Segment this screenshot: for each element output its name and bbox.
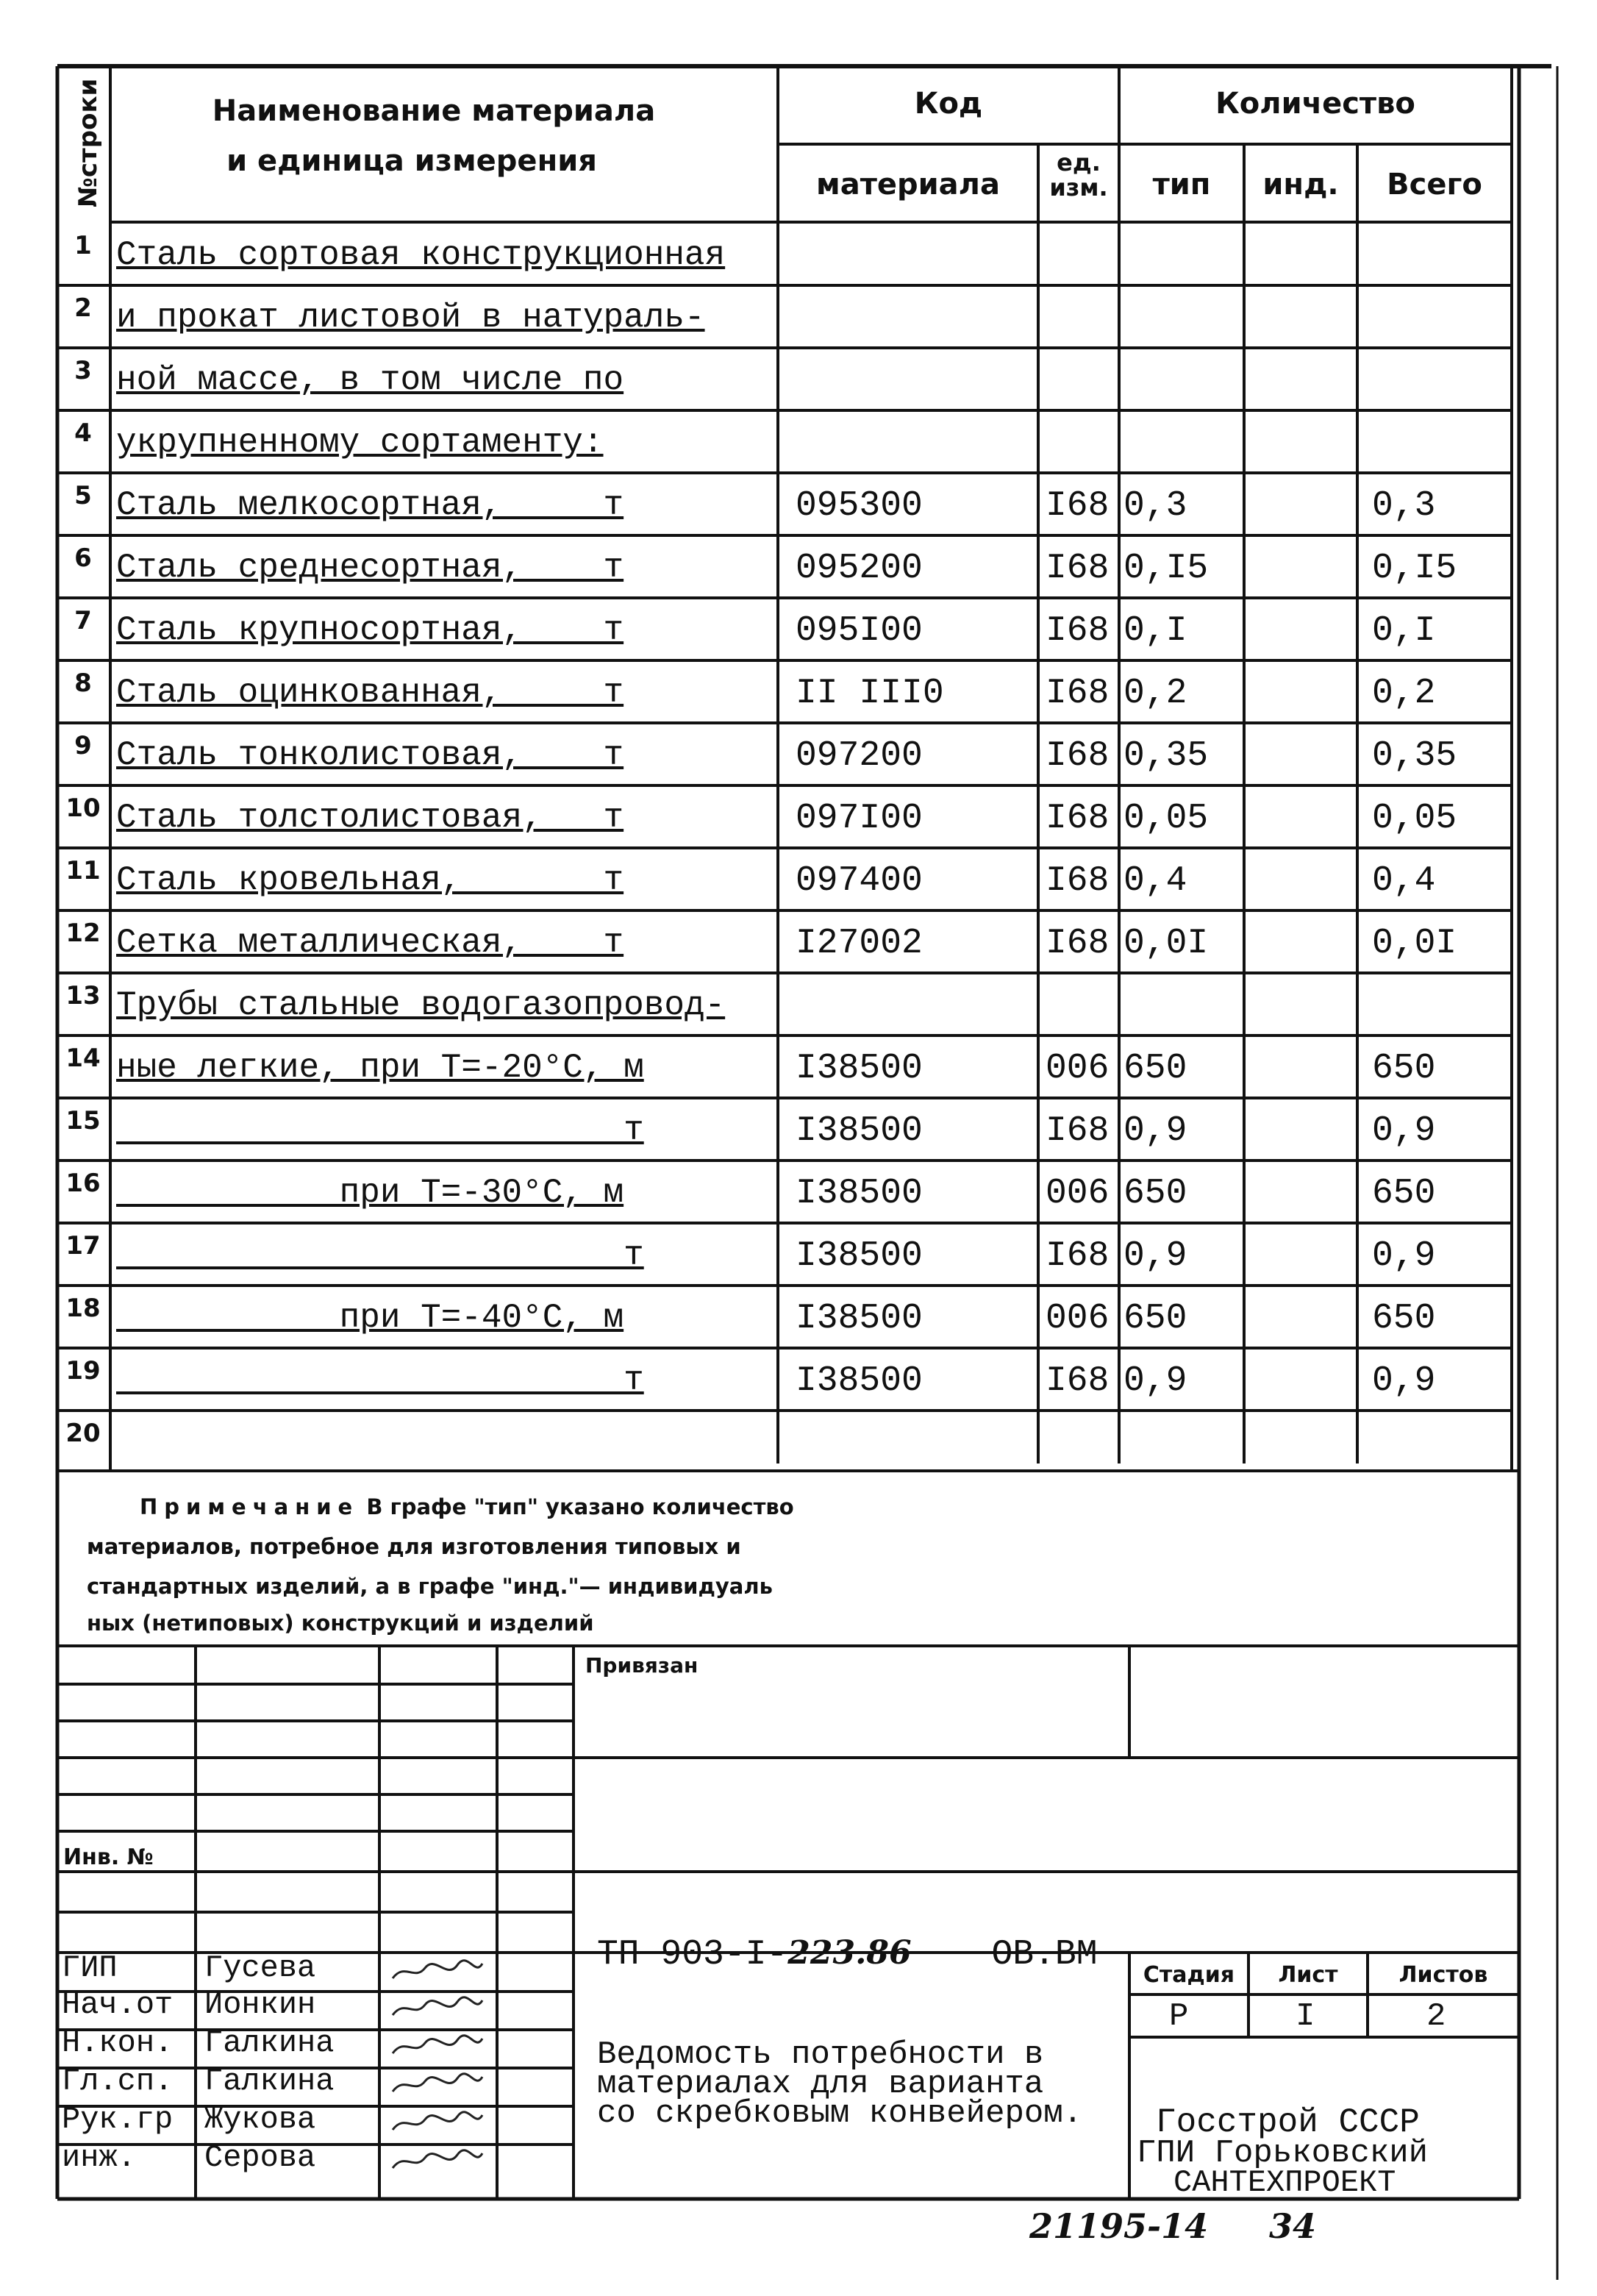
material-name: Сталь оцинкованная, т [116, 674, 624, 712]
row-number: 1 [74, 231, 92, 260]
material-name: Сталь кровельная, т [116, 861, 624, 899]
doc-code-handwritten: 223.86 [787, 1934, 912, 1972]
header-qty-total: Всего [1387, 168, 1482, 202]
material-name: Сталь крупносортная, т [116, 611, 624, 649]
qty-type: 650 [1123, 1049, 1187, 1088]
header-code: Код [914, 87, 983, 121]
signer-name: Галкина [204, 2025, 335, 2061]
material-code: 095I00 [796, 611, 923, 651]
signature [390, 1996, 485, 2021]
inventory-label: Инв. № [63, 1844, 154, 1870]
signer-role: Нач.от [62, 1987, 174, 2022]
org-line3: САНТЕХПРОЕКТ [1173, 2165, 1396, 2200]
unit-code: 006 [1046, 1174, 1110, 1213]
header-name-line2: и единица измерения [226, 144, 597, 178]
qty-total: 0,35 [1372, 736, 1457, 776]
signer-name: Гусева [204, 1950, 316, 1986]
qty-type: 0,35 [1123, 736, 1209, 776]
row-number: 15 [65, 1106, 101, 1135]
signer-name: Серова [204, 2140, 316, 2175]
signer-role: Гл.сп. [62, 2064, 174, 2099]
signer-role: Н.кон. [62, 2025, 174, 2061]
qty-total: 0,2 [1372, 674, 1436, 713]
unit-code: 006 [1046, 1049, 1110, 1088]
material-code: I38500 [796, 1299, 923, 1338]
material-code: 097400 [796, 861, 923, 901]
qty-total: 0,0I [1372, 924, 1457, 963]
org-line1: Госстрой СССР [1156, 2103, 1420, 2142]
signature [390, 2034, 485, 2059]
material-code: I38500 [796, 1111, 923, 1151]
signature [390, 2111, 485, 2136]
qty-total: 0,4 [1372, 861, 1436, 901]
doc-mark: ОВ.ВМ [991, 1935, 1098, 1975]
row-number: 5 [74, 481, 92, 510]
material-code: I38500 [796, 1361, 923, 1401]
material-code: 097200 [796, 736, 923, 776]
qty-total: 0,I [1372, 611, 1436, 651]
header-code-material: материала [816, 168, 1000, 202]
material-code: 095200 [796, 549, 923, 588]
unit-code: 006 [1046, 1299, 1110, 1338]
unit-code: I68 [1046, 549, 1110, 588]
row-number: 20 [65, 1419, 101, 1448]
qty-type: 0,4 [1123, 861, 1187, 901]
header-qty-type: тип [1152, 168, 1211, 202]
material-name: Трубы стальные водогазопровод- [116, 986, 726, 1024]
unit-code: I68 [1046, 924, 1110, 963]
note-label: Примечание [140, 1494, 360, 1519]
qty-total: 0,05 [1372, 799, 1457, 838]
qty-total: 650 [1372, 1299, 1436, 1338]
signer-role: инж. [62, 2140, 136, 2175]
header-row-number: №строки [74, 78, 103, 207]
signer-role: ГИП [62, 1950, 118, 1986]
qty-type: 0,2 [1123, 674, 1187, 713]
row-number: 19 [65, 1356, 101, 1386]
qty-type: 0,05 [1123, 799, 1209, 838]
header-name-line1: Наименование материала [212, 94, 656, 128]
qty-type: 0,9 [1123, 1236, 1187, 1276]
qty-type: 0,I [1123, 611, 1187, 651]
row-number: 17 [65, 1231, 101, 1261]
unit-code: I68 [1046, 861, 1110, 901]
page-number: 34 [1269, 2206, 1317, 2246]
unit-code: I68 [1046, 736, 1110, 776]
row-number: 8 [74, 669, 92, 698]
unit-code: I68 [1046, 611, 1110, 651]
material-name: при T=-30°C, м [116, 1174, 624, 1212]
material-name: Сталь мелкосортная, т [116, 486, 624, 524]
note-line1-text: В графе "тип" указано количество [366, 1494, 794, 1519]
material-name: ные легкие, при T=-20°C, м [116, 1049, 644, 1087]
material-name: т [116, 1236, 644, 1274]
sheets-label: Листов [1398, 1962, 1488, 1988]
material-code: I38500 [796, 1049, 923, 1088]
qty-type: 650 [1123, 1174, 1187, 1213]
row-number: 13 [65, 981, 101, 1010]
row-number: 4 [74, 418, 92, 448]
signature [390, 2149, 485, 2174]
header-quantity: Количество [1215, 87, 1415, 121]
material-code: II III0 [796, 674, 944, 713]
material-name: Сталь тонколистовая, т [116, 736, 624, 774]
material-code: 095300 [796, 486, 923, 526]
doc-title-line2: материалах для варианта [597, 2066, 1044, 2103]
material-name: т [116, 1111, 644, 1149]
row-number: 9 [74, 731, 92, 760]
stage-value: Р [1169, 1998, 1189, 2035]
material-name: Сталь среднесортная, т [116, 549, 624, 587]
attached-label: Привязан [585, 1653, 699, 1678]
signer-name: Галкина [204, 2064, 335, 2099]
material-name: ной массе, в том числе по [116, 361, 624, 399]
row-number: 3 [74, 356, 92, 385]
qty-total: 0,9 [1372, 1236, 1436, 1276]
doc-title-line3: со скребковым конвейером. [597, 2095, 1083, 2132]
signer-name: Жукова [204, 2102, 316, 2137]
unit-code: I68 [1046, 799, 1110, 838]
row-number: 14 [65, 1044, 101, 1073]
material-name: Сталь сортовая конструкционная [116, 236, 726, 274]
stage-label: Стадия [1143, 1962, 1235, 1988]
doc-code-print: ТП 903-I- [597, 1935, 788, 1975]
material-name: т [116, 1361, 644, 1400]
qty-type: 0,0I [1123, 924, 1209, 963]
material-code: I27002 [796, 924, 923, 963]
note-line3: стандартных изделий, а в графе "инд."— индивидуаль [87, 1574, 773, 1599]
row-number: 11 [65, 856, 101, 885]
material-name: укрупненному сортаменту: [116, 424, 604, 462]
qty-total: 650 [1372, 1174, 1436, 1213]
signature [390, 2072, 485, 2097]
qty-total: 0,3 [1372, 486, 1436, 526]
qty-type: 0,I5 [1123, 549, 1209, 588]
material-code: I38500 [796, 1174, 923, 1213]
header-code-unit: ед. изм. [1049, 149, 1108, 202]
material-name: Сетка металлическая, т [116, 924, 624, 962]
signature [390, 1959, 485, 1984]
row-number: 18 [65, 1294, 101, 1323]
row-number: 10 [65, 794, 101, 823]
sheets-value: 2 [1426, 1998, 1446, 2035]
qty-total: 0,9 [1372, 1361, 1436, 1401]
unit-code: I68 [1046, 1111, 1110, 1151]
material-code: 097I00 [796, 799, 923, 838]
sheet-label: Лист [1278, 1962, 1338, 1988]
qty-type: 650 [1123, 1299, 1187, 1338]
row-number: 7 [74, 606, 92, 635]
row-number: 12 [65, 919, 101, 948]
unit-code: I68 [1046, 1361, 1110, 1401]
unit-code: I68 [1046, 1236, 1110, 1276]
row-number: 6 [74, 543, 92, 573]
doc-title-line1: Ведомость потребности в [597, 2036, 1044, 2073]
material-name: и прокат листовой в натураль- [116, 299, 705, 337]
archive-number: 21195-14 [1029, 2206, 1209, 2246]
row-number: 2 [74, 293, 92, 323]
org-line2: ГПИ Горьковский [1137, 2135, 1429, 2172]
qty-type: 0,3 [1123, 486, 1187, 526]
material-name: при T=-40°C, м [116, 1299, 624, 1337]
qty-type: 0,9 [1123, 1111, 1187, 1151]
qty-total: 650 [1372, 1049, 1436, 1088]
qty-total: 0,9 [1372, 1111, 1436, 1151]
qty-type: 0,9 [1123, 1361, 1187, 1401]
doc-code [597, 1934, 1098, 1975]
material-code: I38500 [796, 1236, 923, 1276]
note-line4: ных (нетиповых) конструкций и изделий [87, 1611, 594, 1636]
unit-code: I68 [1046, 486, 1110, 526]
qty-total: 0,I5 [1372, 549, 1457, 588]
signer-name: Ионкин [204, 1987, 316, 2022]
header-qty-ind: инд. [1262, 168, 1339, 202]
note-line1 [140, 1494, 794, 1519]
note-line2: материалов, потребное для изготовления типовых и [87, 1534, 741, 1559]
unit-code: I68 [1046, 674, 1110, 713]
sheet-value: I [1296, 1998, 1315, 2035]
material-name: Сталь толстолистовая, т [116, 799, 624, 837]
signer-role: Рук.гр [62, 2102, 174, 2137]
row-number: 16 [65, 1169, 101, 1198]
